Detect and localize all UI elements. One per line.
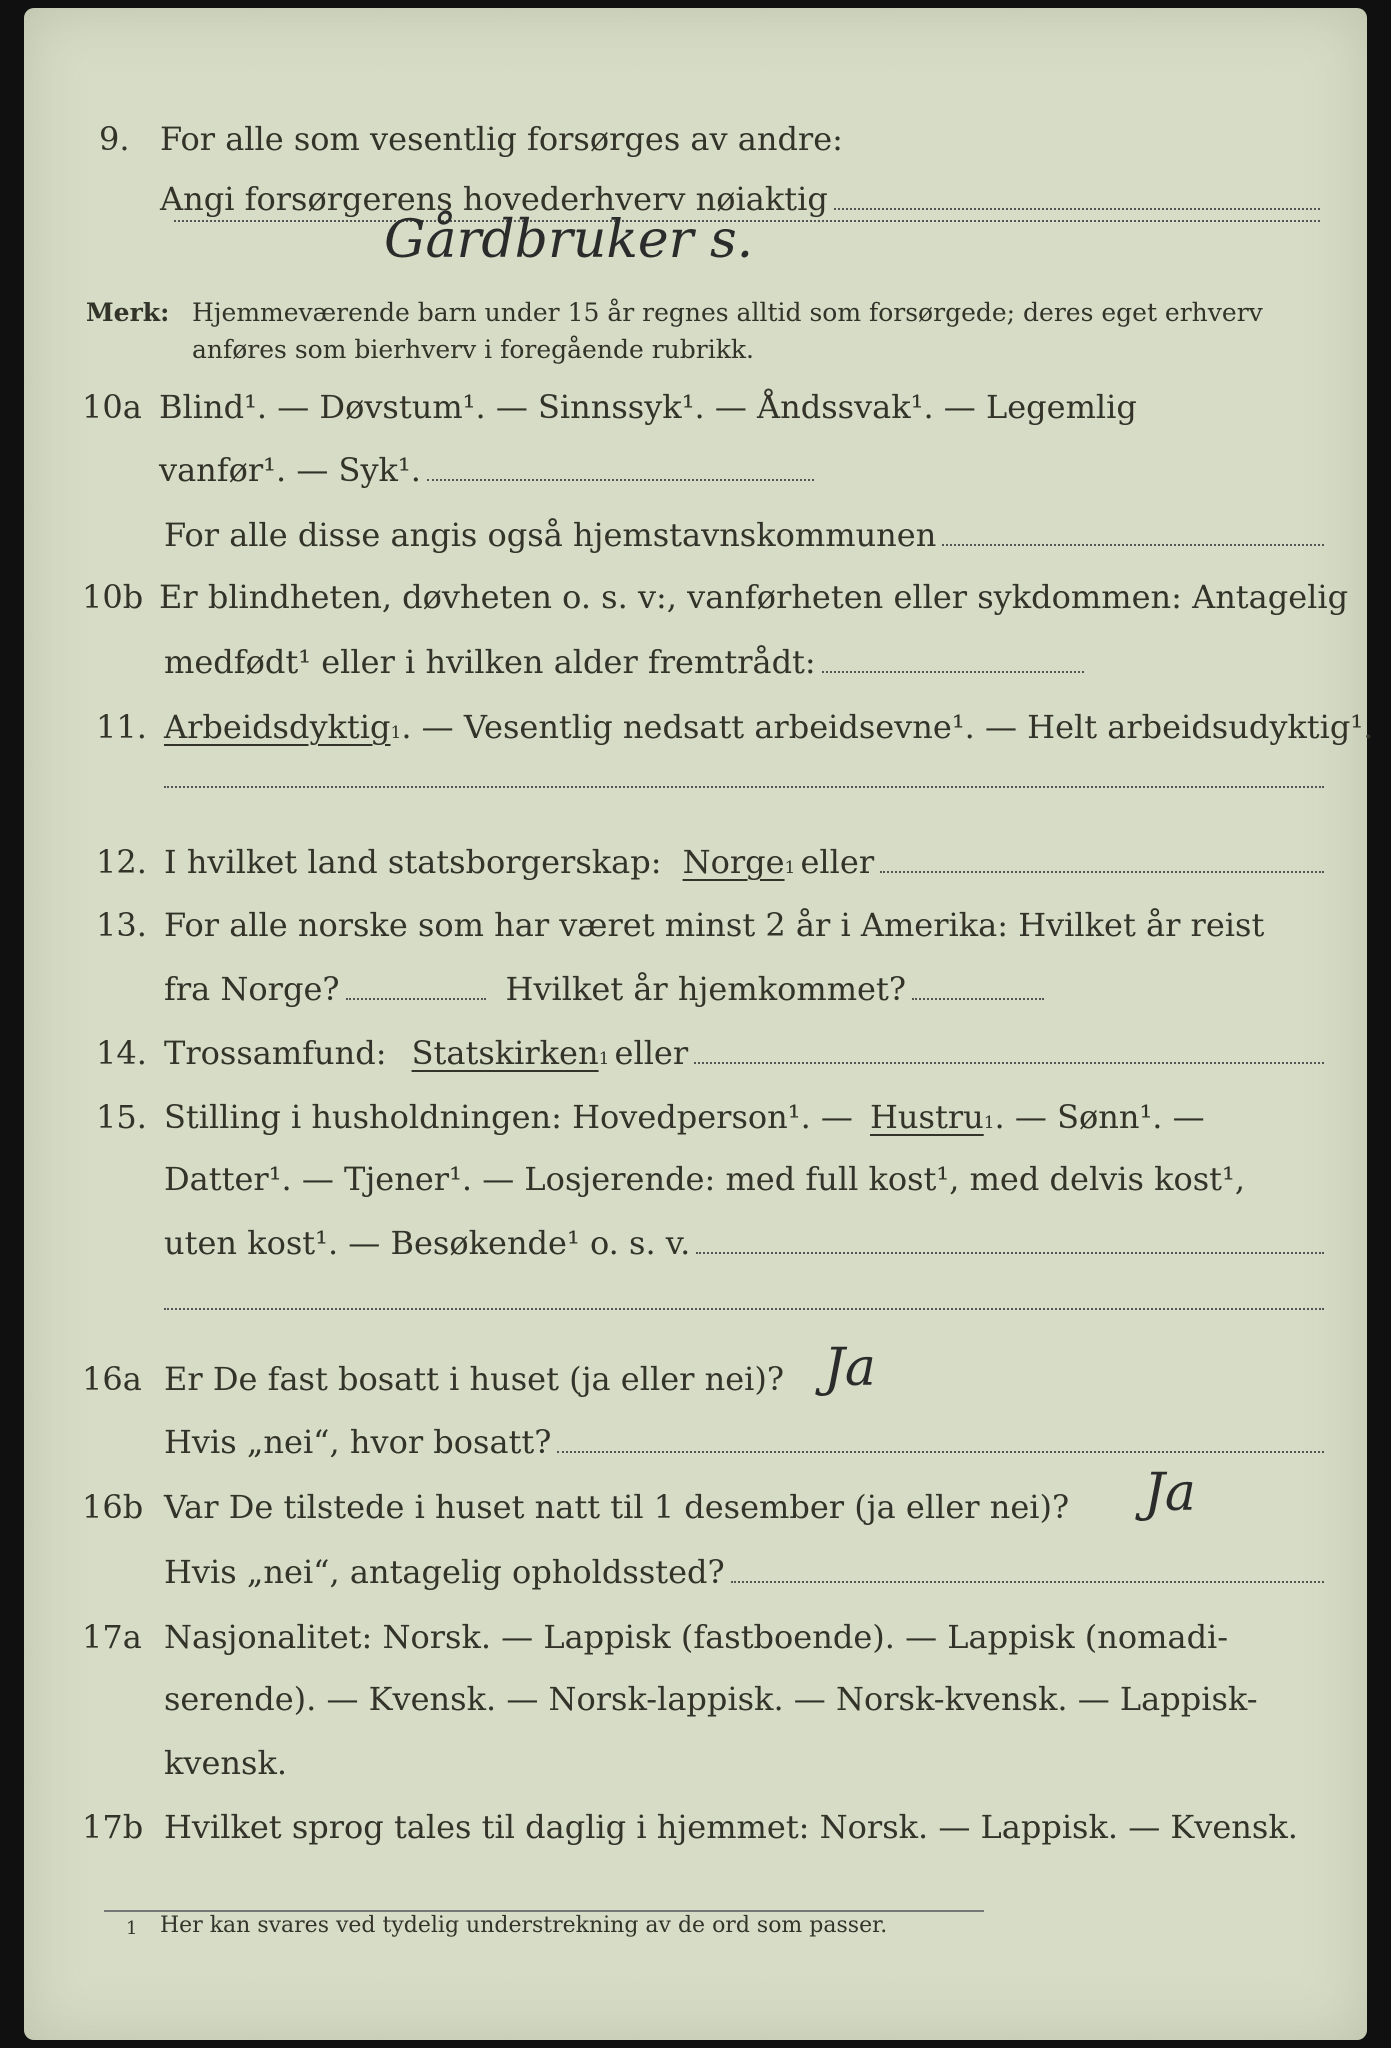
q15-line2: Datter¹. — Tjener¹. — Losjerende: med full kost¹, med delvis kost¹, <box>164 1160 1246 1198</box>
q11-selected-option: Arbeidsdyktig <box>164 708 391 746</box>
q11-answer-line <box>164 786 1324 788</box>
footnote-rule <box>104 1910 984 1912</box>
question-number-15: 15. <box>96 1098 147 1136</box>
q17a-line1: Nasjonalitet: Norsk. — Lappisk (fastboende). — Lappisk (nomadi- <box>164 1618 1229 1656</box>
q16a-line2: Hvis „nei“, hvor bosatt? <box>164 1423 1324 1461</box>
question-number-10a: 10a <box>82 388 142 426</box>
q14-selected-option: Statskirken <box>411 1034 599 1072</box>
q10a-line2: vanfør¹. — Syk¹. <box>159 451 814 489</box>
q9-line1: For alle som vesentlig forsørges av andre: <box>160 120 843 158</box>
q10b-line1: Er blindheten, døvheten o. s. v:, vanførheten eller sykdommen: Antagelig <box>159 578 1349 616</box>
q10a-line1: Blind¹. — Døvstum¹. — Sinnssyk¹. — Åndssvak¹. — Legemlig <box>159 388 1137 426</box>
q17a-line2: serende). — Kvensk. — Norsk-lappisk. — Norsk-kvensk. — Lappisk- <box>164 1680 1258 1718</box>
note-label: Merk: <box>86 298 170 327</box>
q14-line: Trossamfund: Statskirken 1 eller <box>164 1034 1324 1072</box>
q10a-line3: For alle disse angis også hjemstavnskommunen <box>164 516 1324 554</box>
footnote-text: Her kan svares ved tydelig understrekning av de ord som passer. <box>160 1913 888 1938</box>
footnote-mark: 1 <box>126 1918 138 1939</box>
q9-line2: Angi forsørgerens hovederhverv nøiaktig <box>160 180 1320 218</box>
q16b-line1: Var De tilstede i huset natt til 1 desember (ja eller nei)? <box>164 1488 1070 1526</box>
q13-line1: For alle norske som har været minst 2 år i Amerika: Hvilket år reist <box>164 906 1265 944</box>
question-number-13: 13. <box>96 906 147 944</box>
q16a-line1: Er De fast bosatt i huset (ja eller nei)? <box>164 1360 785 1398</box>
q16b-line2: Hvis „nei“, antagelig opholdssted? <box>164 1553 1324 1591</box>
q13-line2: fra Norge? Hvilket år hjemkommet? <box>164 970 1044 1008</box>
question-number-17a: 17a <box>82 1618 142 1656</box>
answer-line <box>834 206 1320 210</box>
q15-line3: uten kost¹. — Besøkende¹ o. s. v. <box>164 1224 1324 1262</box>
q15-line1: Stilling i husholdningen: Hovedperson¹. — Hustru 1 . — Sønn¹. — <box>164 1098 1205 1136</box>
question-number-16b: 16b <box>82 1488 144 1526</box>
q9-handwritten-answer: Gårdbruker s. <box>384 210 754 270</box>
q16a-handwritten-answer: Ja <box>824 1338 876 1398</box>
q15-selected-option: Hustru <box>870 1098 984 1136</box>
q15-answer-line <box>164 1308 1324 1310</box>
question-number-14: 14. <box>96 1034 147 1072</box>
question-number-12: 12. <box>96 843 147 881</box>
question-number-16a: 16a <box>82 1360 142 1398</box>
q17b-line1: Hvilket sprog tales til daglig i hjemmet: Norsk. — Lappisk. — Kvensk. <box>164 1808 1298 1846</box>
q10b-line2: medfødt¹ eller i hvilken alder fremtrådt: <box>164 643 1084 681</box>
question-number-17b: 17b <box>82 1808 144 1846</box>
census-form-page <box>24 8 1374 2040</box>
note-line2: anføres som bierhverv i foregående rubrikk. <box>192 335 754 364</box>
q16b-handwritten-answer: Ja <box>1144 1463 1196 1523</box>
q12-selected-option: Norge <box>682 843 785 881</box>
q17a-line3: kvensk. <box>164 1744 287 1782</box>
q11-line: Arbeidsdyktig 1 . — Vesentlig nedsatt arbeidsevne¹. — Helt arbeidsudyktig¹. <box>164 708 1374 746</box>
question-number-9: 9. <box>99 120 130 158</box>
question-number-10b: 10b <box>82 578 144 616</box>
note-line1: Hjemmeværende barn under 15 år regnes alltid som forsørgede; deres eget erhverv <box>192 298 1263 327</box>
q12-line: I hvilket land statsborgerskap: Norge 1 eller <box>164 843 1324 881</box>
question-number-11: 11. <box>96 708 147 746</box>
